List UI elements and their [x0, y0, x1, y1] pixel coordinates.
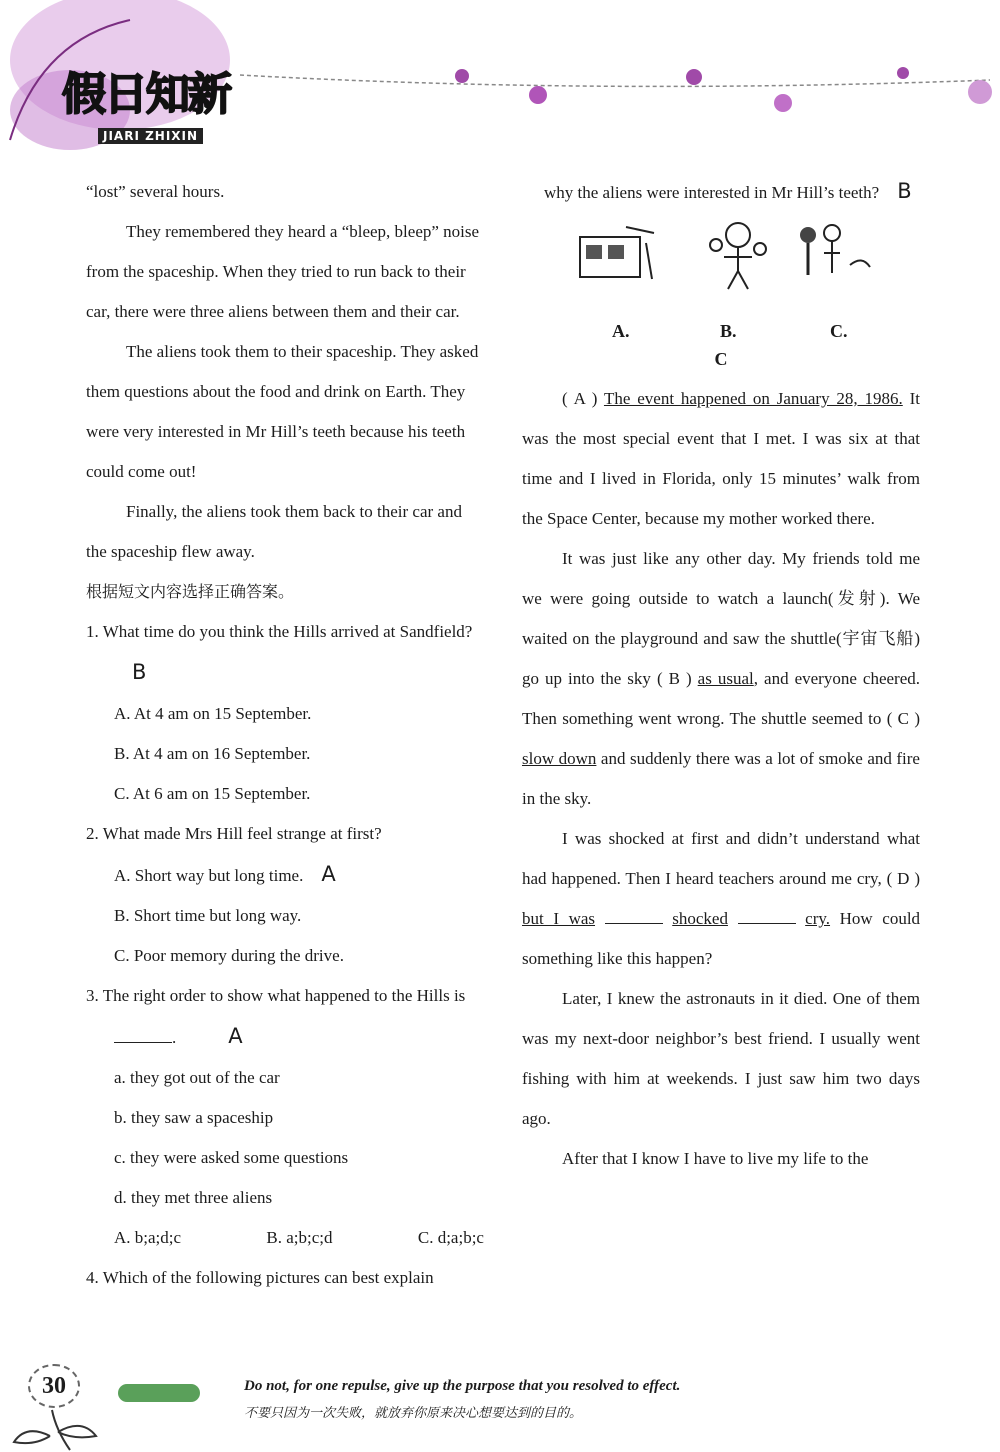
picture-c — [792, 219, 872, 291]
question-4-continued — [522, 171, 920, 213]
picture-label: B. — [720, 321, 737, 341]
order-item: b. they saw a spaceship — [114, 1108, 274, 1127]
picture-label: A. — [612, 321, 630, 341]
picture-a — [576, 219, 656, 291]
logo-subtitle: JIARI ZHIXIN — [98, 128, 203, 144]
order-item: d. they met three aliens — [114, 1188, 273, 1207]
option: C. d;a;b;c — [417, 1228, 484, 1247]
underlined-text: shocked — [672, 909, 728, 928]
footer-tag — [118, 1384, 200, 1402]
underlined-text: but I was — [522, 909, 596, 928]
option: C. Poor memory during the drive. — [114, 946, 344, 965]
picture-label: C. — [830, 321, 848, 341]
section-label: C — [714, 349, 728, 369]
picture-options — [522, 219, 920, 339]
paragraph: They remembered they heard a “bleep, bleep” noise from the spaceship. When they tried to run back to their car, there were three aliens between them and their car. — [86, 222, 480, 321]
underlined-text: as usual — [697, 669, 754, 688]
left-column — [86, 172, 484, 1298]
page-number: 30 — [28, 1364, 80, 1408]
page-footer — [0, 1340, 1000, 1452]
paragraph — [522, 379, 920, 539]
option: B. At 4 am on 16 September. — [114, 744, 311, 763]
handwritten-answer: B — [897, 179, 912, 203]
question-stem: 2. What made Mrs Hill feel strange at first? — [86, 824, 382, 843]
logo: 假日知新 — [62, 69, 230, 120]
paragraph: Later, I knew the astronauts in it died. One of them was my next-door neighbor’s best friend. I usually went fishing with him at weekends. I just saw him two days ago. — [522, 989, 920, 1128]
paragraph: The aliens took them to their spaceship. They asked them questions about the food and drink on Earth. They were very interested in Mr Hill’s teeth because his teeth could come out! — [86, 342, 479, 481]
paragraph-text: , and everyone cheered. Then something went wrong. The shuttle seemed to ( C ) — [522, 669, 921, 728]
question-4: 4. Which of the following pictures can best explain — [86, 1268, 434, 1287]
instruction: 根据短文内容选择正确答案。 — [86, 582, 295, 601]
question-1 — [86, 612, 484, 694]
underlined-text: The event happened on January 28, 1986. — [603, 389, 903, 408]
paragraph: Finally, the aliens took them back to their car and the spaceship flew away. — [86, 502, 462, 561]
paragraph — [522, 539, 920, 819]
paragraph-text: I was shocked at first and didn’t understand what had happened. Then I heard teachers around me cry, ( D ) — [522, 829, 920, 888]
option: B. Short time but long way. — [114, 906, 302, 925]
option: B. a;b;c;d — [266, 1228, 333, 1247]
blank-mark: ( A ) — [562, 389, 604, 408]
paragraph — [522, 819, 920, 979]
quote-english: Do not, for one repulse, give up the purpose that you resolved to effect. — [244, 1378, 681, 1394]
paragraph-text: How could something like this happen? — [522, 909, 921, 968]
paragraph: After that I know I have to live my life to the — [562, 1149, 869, 1168]
question-2 — [86, 814, 484, 854]
option-text: A. Short way but long time. — [114, 866, 304, 885]
handwritten-answer: B — [132, 660, 147, 684]
page-header — [0, 0, 1000, 160]
question-stem-end: . — [172, 1028, 177, 1047]
paragraph-text: It was the most special event that I met. I was six at that time and I lived in Florida, only 15 minutes’ walk from the Space Center, because my mother worked there. — [522, 389, 920, 528]
right-column — [522, 171, 920, 1179]
option: A. b;a;d;c — [114, 1228, 182, 1247]
option — [86, 854, 484, 896]
handwritten-answer: A — [228, 1024, 243, 1048]
question-3 — [86, 976, 484, 1058]
question-stem: 1. What time do you think the Hills arrived at Sandfield? — [86, 622, 473, 641]
order-item: a. they got out of the car — [114, 1068, 280, 1087]
order-item: c. they were asked some questions — [114, 1148, 349, 1167]
question-stem: 3. The right order to show what happened to the Hills is — [86, 986, 466, 1005]
options-row — [86, 1218, 484, 1258]
paragraph-text: and suddenly there was a lot of smoke and fire in the sky. — [522, 749, 920, 808]
option: A. At 4 am on 15 September. — [114, 704, 312, 723]
paragraph-text: It was just like any other day. My friends told me we were going outside to watch a launch(发射). We waited on the playground and saw the shuttle(宇宙飞船) go up into the sky ( B ) — [522, 549, 920, 688]
underlined-text: slow down — [522, 749, 597, 768]
answer-blank — [738, 905, 796, 924]
quote-chinese: 不要只因为一次失败，就放弃你原来决心想要达到的目的。 — [244, 1406, 583, 1421]
answer-blank — [114, 1024, 172, 1043]
option: C. At 6 am on 15 September. — [114, 784, 311, 803]
underlined-text: cry. — [805, 909, 831, 928]
handwritten-answer: A — [321, 862, 336, 886]
question-stem: why the aliens were interested in Mr Hill’s teeth? — [544, 183, 880, 202]
picture-b — [698, 219, 778, 291]
paragraph: “lost” several hours. — [86, 182, 225, 201]
answer-blank — [605, 905, 663, 924]
